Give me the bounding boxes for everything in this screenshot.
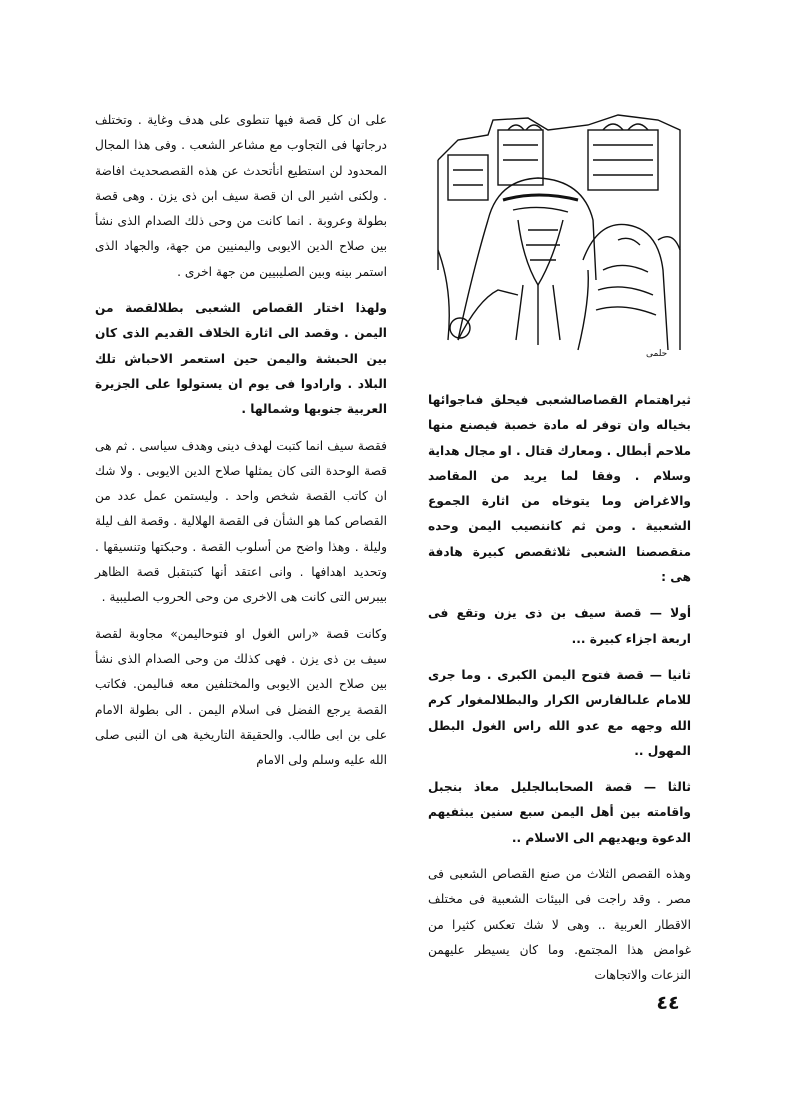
right-item-second: ثانيا — قصة فتوح اليمن الكبرى . وما جرى للامام علىالفارس الكرار والبطلالمغوار كرم الله وجهه مع عدو الله راس الغول البطل المهول .. [428, 667, 691, 758]
left-paragraph-3: فقصة سيف انما كتبت لهدف دينى وهدف سياسى . ثم هى قصة الوحدة التى كان يمثلها صلاح الدين الايوبى . ولا شك ان كاتب القصة شخص واحد . وليستمن عمل عدد من القصاص كما هو الشأن فى القصة الهلالية . وقصة الف ليلة وليلة . وهذا واضح من أسلوب القصة . وحبكتها وتنسيقها . وتحديد اهدافها . وانى اعتقد أنها كتبتقبل قصة الظاهر بيبرس التى كانت هى الاخرى من وحى الحروب الصليبية . [95, 438, 387, 605]
left-column [95, 108, 387, 784]
right-column [428, 388, 691, 1000]
right-paragraph-1: ثيراهتمام القصاصالشعبى فيحلق فىاجوائها بخياله وان توفر له مادة خصبة فيصنع منها ملاحم أبطال . ومعارك قتال . او مجال هداية وسلام . وفقا لما يريد من المقاصد والاغراض وما يتوخاه من اثارة الجموع الشعبية . ومن ثم كاننصيب اليمن وحده منقصصنا الشعبى ثلاثقصص كبيرة هادفة هى : [428, 393, 691, 585]
artist-signature: حلمى [646, 349, 668, 359]
right-item-first: أولا — قصة سيف بن ذى يزن وتقع فى اربعة اجزاء كبيرة ... [428, 606, 691, 646]
page-number: ٤٤ [656, 992, 680, 1014]
right-item-third: ثالثا — قصة الصحابىالجليل معاذ بنجبل واقامته بين أهل اليمن سبع سنين يبثفيهم الدعوة ويهديهم الى الاسلام .. [428, 780, 691, 845]
yemeni-figures-illustration [418, 100, 690, 362]
left-paragraph-2: ولهذا اختار القصاص الشعبى بطلالقصة من اليمن . وقصد الى اثارة الخلاف القديم الذى كان بين الحبشة واليمن حين استعمر الاحباش تلك البلاد . وارادوا فى يوم ان يستولوا على الجزيرة العربية جنوبها وشمالها . [95, 301, 387, 417]
left-paragraph-4: وكانت قصة «راس الغول او فتوحاليمن» مجاوبة لقصة سيف بن ذى يزن . فهى كذلك من وحى الصدام الذى نشأ بين صلاح الدين الايوبى والمختلفين معه فىاليمن. فكاتب القصة يرجع الفضل فى اسلام اليمن . الى بطولة الامام على بن ابى طالب. والحقيقة التاريخية هى ان النبى صلى الله عليه وسلم ولى الامام [95, 626, 387, 768]
left-paragraph-1: على ان كل قصة فيها تنطوى على هدف وغاية . وتختلف درجاتها فى التجاوب مع مشاعر الشعب . وفى هذا المجال المحدود لن استطيع انأتحدث عن هذه القصصحديث افاضة . ولكنى اشير الى ان قصة سيف ابن ذى يزن . وهى قصة بطولة وعروبة . انما كانت من وحى ذلك الصدام الذى نشأ بين صلاح الدين الايوبى واليمنيين من جهة، والجهاد الذى استمر بينه وبين الصليبيين من جهة اخرى . [95, 113, 387, 279]
right-paragraph-5: وهذه القصص الثلاث من صنع القصاص الشعبى فى مصر . وقد راجت فى البيئات الشعبية فى مختلف الاقطار العربية .. وهى لا شك تعكس كثيرا من غوامض هذا المجتمع. وما كان يسيطر عليهمن النزعات والاتجاهات [428, 867, 691, 983]
